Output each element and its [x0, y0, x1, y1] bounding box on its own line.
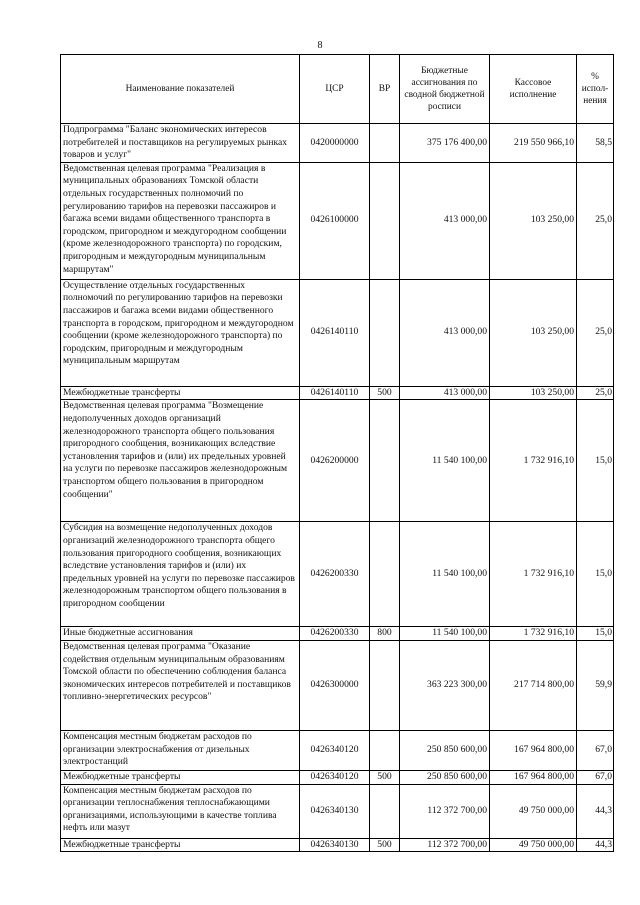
row-budget: 11 540 100,00	[400, 400, 490, 522]
table-row	[61, 400, 614, 522]
row-vr: 800	[370, 627, 400, 641]
row-budget: 112 372 700,00	[400, 784, 490, 838]
row-cash: 1 732 916,10	[490, 522, 577, 627]
row-vr: 500	[370, 770, 400, 784]
row-vr	[370, 124, 400, 163]
row-vr: 500	[370, 838, 400, 852]
table-row	[61, 522, 614, 627]
row-cash: 217 714 800,00	[490, 640, 577, 730]
budget-table	[60, 54, 614, 852]
table-row	[61, 838, 614, 852]
row-pct: 25,0	[577, 279, 614, 386]
table-row	[61, 640, 614, 730]
row-name: Межбюджетные трансферты	[61, 838, 300, 852]
row-cash: 1 732 916,10	[490, 627, 577, 641]
row-budget: 11 540 100,00	[400, 522, 490, 627]
row-csr: 0420000000	[300, 124, 370, 163]
row-csr: 0426100000	[300, 162, 370, 279]
row-csr: 0426200000	[300, 400, 370, 522]
header-cash: Кассовое исполнение	[490, 55, 577, 124]
row-cash: 1 732 916,10	[490, 400, 577, 522]
row-name: Компенсация местным бюджетам расходов по организации теплоснабжения теплоснабжающими организациями, использующими в качестве топлива нефть или мазут	[61, 784, 300, 838]
row-budget: 11 540 100,00	[400, 627, 490, 641]
row-name: Подпрограмма "Баланс экономических интересов потребителей и поставщиков на регулируемых рынках товаров и услуг"	[61, 124, 300, 163]
table-row	[61, 770, 614, 784]
table-row	[61, 124, 614, 163]
row-vr	[370, 162, 400, 279]
table-row	[61, 162, 614, 279]
table-row	[61, 279, 614, 386]
row-vr: 500	[370, 386, 400, 400]
row-cash: 103 250,00	[490, 162, 577, 279]
row-name: Межбюджетные трансферты	[61, 770, 300, 784]
row-vr	[370, 522, 400, 627]
row-name: Ведомственная целевая программа "Возмещение недополученных доходов организаций железнодорожного транспорта общего пользования пригородного сообщения, возникающих вследствие установления тарифов и (или) их предельных уровней на услуги по перевозке пассажиров железнодорожным транспортом общего пользования в пригородном сообщении"	[61, 400, 300, 522]
header-vr: ВР	[370, 55, 400, 124]
row-name: Осуществление отдельных государственных полномочий по регулированию тарифов на перевозки пассажиров и багажа всеми видами общественного транспорта в городском, пригородном и междугородном сообщении (кроме железнодорожного транспорта) по городским, пригородным и междугородным муниципальным маршрутам	[61, 279, 300, 386]
row-pct: 59,9	[577, 640, 614, 730]
row-pct: 25,0	[577, 162, 614, 279]
table-row	[61, 730, 614, 770]
row-pct: 15,0	[577, 522, 614, 627]
row-budget: 250 850 600,00	[400, 730, 490, 770]
row-csr: 0426200330	[300, 627, 370, 641]
page-number: 8	[317, 40, 323, 51]
row-pct: 15,0	[577, 627, 614, 641]
table-row	[61, 386, 614, 400]
row-pct: 58,5	[577, 124, 614, 163]
row-cash: 49 750 000,00	[490, 784, 577, 838]
row-pct: 44,3	[577, 784, 614, 838]
row-vr	[370, 784, 400, 838]
row-cash: 49 750 000,00	[490, 838, 577, 852]
row-budget: 413 000,00	[400, 162, 490, 279]
row-pct: 25,0	[577, 386, 614, 400]
row-name: Иные бюджетные ассигнования	[61, 627, 300, 641]
row-budget: 112 372 700,00	[400, 838, 490, 852]
row-csr: 0426200330	[300, 522, 370, 627]
header-name: Наименование показателей	[61, 55, 300, 124]
row-pct: 15,0	[577, 400, 614, 522]
row-cash: 167 964 800,00	[490, 730, 577, 770]
row-csr: 0426140110	[300, 386, 370, 400]
row-budget: 250 850 600,00	[400, 770, 490, 784]
row-vr	[370, 279, 400, 386]
table-row	[61, 784, 614, 838]
table-row	[61, 627, 614, 641]
row-vr	[370, 640, 400, 730]
row-csr: 0426340120	[300, 770, 370, 784]
row-cash: 219 550 966,10	[490, 124, 577, 163]
row-name: Субсидия на возмещение недополученных доходов организаций железнодорожного транспорта общего пользования пригородного сообщения, возникающих вследствие установления тарифов и (или) их предельных уровней на услуги по перевозке пассажиров железнодорожным транспортом общего пользования в пригородном сообщении	[61, 522, 300, 627]
row-pct: 44,3	[577, 838, 614, 852]
header-csr: ЦСР	[300, 55, 370, 124]
row-budget: 413 000,00	[400, 386, 490, 400]
row-csr: 0426140110	[300, 279, 370, 386]
row-vr	[370, 400, 400, 522]
header-budget: Бюджетные ассигнования по сводной бюджетной росписи	[400, 55, 490, 124]
row-budget: 363 223 300,00	[400, 640, 490, 730]
row-cash: 103 250,00	[490, 386, 577, 400]
row-cash: 167 964 800,00	[490, 770, 577, 784]
row-csr: 0426340130	[300, 838, 370, 852]
row-name: Ведомственная целевая программа "Реализация в муниципальных образованиях Томской области отдельных государственных полномочий по регулированию тарифов на перевозки пассажиров и багажа всеми видами общественного транспорта в городском, пригородном и междугородном сообщении (кроме железнодорожного транспорта) по городским, пригородным и междугородным муниципальным маршрутам"	[61, 162, 300, 279]
row-cash: 103 250,00	[490, 279, 577, 386]
row-name: Компенсация местным бюджетам расходов по организации электроснабжения от дизельных электростанций	[61, 730, 300, 770]
header-pct: % испол-нения	[577, 55, 614, 124]
row-csr: 0426340120	[300, 730, 370, 770]
row-csr: 0426300000	[300, 640, 370, 730]
row-pct: 67,0	[577, 770, 614, 784]
row-budget: 375 176 400,00	[400, 124, 490, 163]
row-name: Межбюджетные трансферты	[61, 386, 300, 400]
row-vr	[370, 730, 400, 770]
row-csr: 0426340130	[300, 784, 370, 838]
table-header-row	[61, 55, 614, 124]
row-name: Ведомственная целевая программа "Оказание содействия отдельным муниципальным образованиям Томской области по обеспечению соблюдения баланса экономических интересов потребителей и поставщиков топливно-энергетических ресурсов"	[61, 640, 300, 730]
row-pct: 67,0	[577, 730, 614, 770]
row-budget: 413 000,00	[400, 279, 490, 386]
